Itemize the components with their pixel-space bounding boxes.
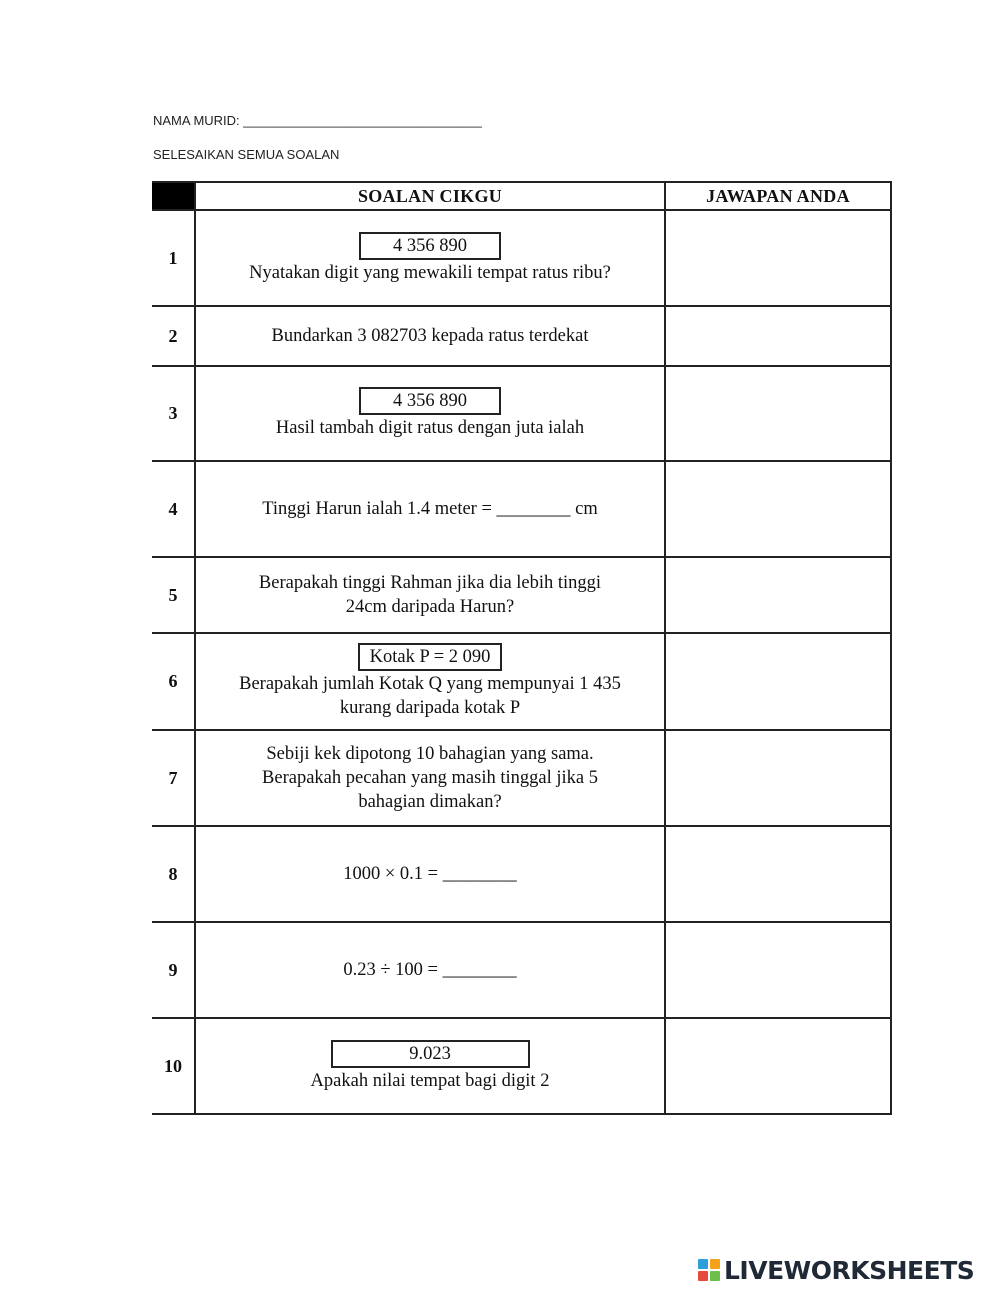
answer-cell[interactable]	[665, 557, 891, 633]
question-text-cell	[195, 210, 665, 306]
question-text-cell	[195, 826, 665, 922]
question-number: 6	[152, 633, 195, 730]
question-number-box: 9.023	[331, 1040, 530, 1068]
table-row	[152, 557, 891, 633]
table-row	[152, 461, 891, 557]
table-row	[152, 366, 891, 461]
question-number-box: Kotak P = 2 090	[358, 643, 503, 671]
instruction-text: SELESAIKAN SEMUA SOALAN	[153, 147, 340, 162]
question-number: 9	[152, 922, 195, 1018]
question-number-box: 4 356 890	[359, 232, 501, 260]
question-text-cell	[195, 730, 665, 826]
question-text-cell	[195, 461, 665, 557]
answer-cell[interactable]	[665, 633, 891, 730]
question-line: 0.23 ÷ 100 = ________	[343, 960, 517, 980]
question-number: 2	[152, 306, 195, 366]
corner-cell	[152, 182, 195, 210]
table-row	[152, 210, 891, 306]
question-line: 1000 × 0.1 = ________	[343, 864, 517, 884]
logo-square	[710, 1259, 720, 1269]
question-number-box: 4 356 890	[359, 387, 501, 415]
answer-cell[interactable]	[665, 730, 891, 826]
question-line: Sebiji kek dipotong 10 bahagian yang sama.	[266, 744, 594, 764]
answer-cell[interactable]	[665, 461, 891, 557]
question-number: 7	[152, 730, 195, 826]
question-number: 5	[152, 557, 195, 633]
table-row	[152, 730, 891, 826]
question-text-cell	[195, 633, 665, 730]
table-row	[152, 633, 891, 730]
question-number: 10	[152, 1018, 195, 1114]
table-row	[152, 826, 891, 922]
table-row	[152, 1018, 891, 1114]
answer-cell[interactable]	[665, 366, 891, 461]
liveworksheets-mark-icon	[698, 1259, 720, 1281]
question-line: Nyatakan digit yang mewakili tempat ratus ribu?	[249, 262, 611, 283]
liveworksheets-logo	[698, 1255, 974, 1285]
question-number: 3	[152, 366, 195, 461]
question-line: Berapakah tinggi Rahman jika dia lebih tinggi	[258, 573, 602, 593]
question-line: Tinggi Harun ialah 1.4 meter = ________ cm	[262, 499, 598, 519]
logo-square	[698, 1271, 708, 1281]
answer-cell[interactable]	[665, 306, 891, 366]
question-number: 8	[152, 826, 195, 922]
table-header-row	[152, 182, 891, 210]
header-answer: JAWAPAN ANDA	[665, 182, 891, 210]
answer-cell[interactable]	[665, 922, 891, 1018]
question-text-cell	[195, 557, 665, 633]
question-text-cell	[195, 1018, 665, 1114]
question-text-cell	[195, 366, 665, 461]
table-row	[152, 306, 891, 366]
question-number: 4	[152, 461, 195, 557]
question-line: Hasil tambah digit ratus dengan juta ialah	[275, 418, 585, 438]
answer-cell[interactable]	[665, 210, 891, 306]
question-line: Apakah nilai tempat bagi digit 2	[310, 1070, 550, 1091]
logo-text: LIVEWORKSHEETS	[724, 1255, 975, 1285]
question-line: 24cm daripada Harun?	[345, 597, 515, 617]
question-text-cell	[195, 922, 665, 1018]
question-line: Bundarkan 3 082703 kepada ratus terdekat	[271, 326, 589, 346]
question-table	[152, 181, 892, 1115]
header-question: SOALAN CIKGU	[195, 182, 665, 210]
question-line: Berapakah pecahan yang masih tinggal jika 5	[262, 768, 598, 788]
question-text-cell	[195, 306, 665, 366]
answer-cell[interactable]	[665, 826, 891, 922]
question-line: Berapakah jumlah Kotak Q yang mempunyai 1 435	[239, 674, 621, 694]
table-row	[152, 922, 891, 1018]
question-number: 1	[152, 210, 195, 306]
student-name-label: NAMA MURID: _________________________________	[153, 113, 482, 128]
question-line: kurang daripada kotak P	[339, 698, 521, 718]
answer-cell[interactable]	[665, 1018, 891, 1114]
logo-square	[698, 1259, 708, 1269]
logo-square	[710, 1271, 720, 1281]
question-line: bahagian dimakan?	[358, 792, 502, 812]
